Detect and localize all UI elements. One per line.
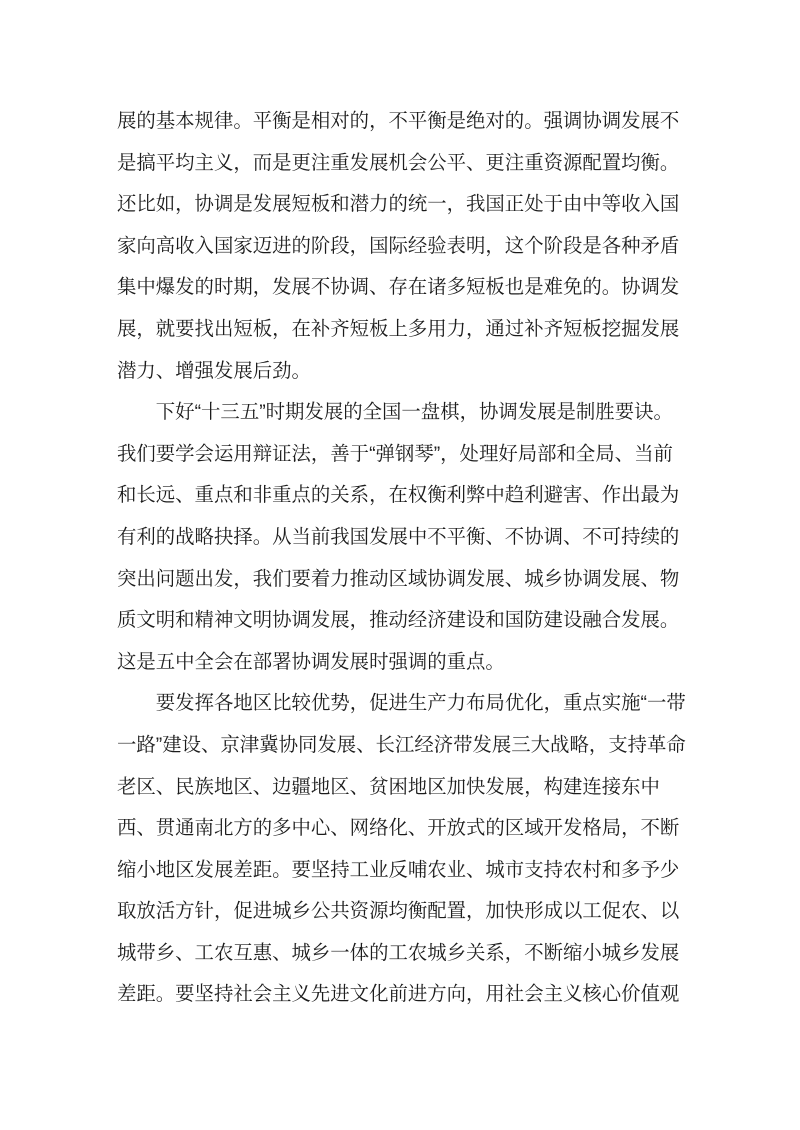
text-line: 质文明和精神文明协调发展，推动经济建设和国防建设融合发展。 [117,609,680,632]
text-line: 取放活方针，促进城乡公共资源均衡配置，加快形成以工促农、以 [117,900,680,923]
text-line: 差距。要坚持社会主义先进文化前进方向，用社会主义核心价值观 [117,983,680,1006]
text-line: 还比如，协调是发展短板和潜力的统一，我国正处于由中等收入国 [117,193,680,216]
text-line: 展的基本规律。平衡是相对的，不平衡是绝对的。强调协调发展不 [117,110,680,132]
text-line: 这是五中全会在部署协调发展时强调的重点。 [117,650,505,673]
text-line: 是搞平均主义，而是更注重发展机会公平、更注重资源配置均衡。 [117,151,680,174]
text-line: 一路”建设、京津冀协同发展、长江经济带发展三大战略，支持革命 [117,733,686,756]
document-text-block [117,101,686,1016]
text-line: 潜力、增强发展后劲。 [117,359,311,382]
text-line: 老区、民族地区、边疆地区、贫困地区加快发展，构建连接东中 [117,775,660,798]
text-line: 和长远、重点和非重点的关系，在权衡利弊中趋利避害、作出最为 [117,484,680,507]
text-line: 西、贯通南北方的多中心、网络化、开放式的区域开发格局，不断 [117,817,680,840]
text-line: 下好“十三五”时期发展的全国一盘棋，协调发展是制胜要诀。 [155,401,673,424]
text-line: 突出问题出发，我们要着力推动区域协调发展、城乡协调发展、物 [117,567,680,590]
text-line: 展，就要找出短板，在补齐短板上多用力，通过补齐短板挖掘发展 [117,317,680,340]
text-line: 城带乡、工农互惠、城乡一体的工农城乡关系，不断缩小城乡发展 [117,941,680,964]
text-line: 集中爆发的时期，发展不协调、存在诸多短板也是难免的。协调发 [117,276,680,299]
text-line: 我们要学会运用辩证法，善于“弹钢琴”，处理好局部和全局、当前 [117,442,673,465]
text-line: 要发挥各地区比较优势，促进生产力布局优化，重点实施“一带 [155,692,686,715]
text-line: 家向高收入国家迈进的阶段，国际经验表明，这个阶段是各种矛盾 [117,234,680,257]
text-line: 有利的战略抉择。从当前我国发展中不平衡、不协调、不可持续的 [117,525,680,548]
text-line: 缩小地区发展差距。要坚持工业反哺农业、城市支持农村和多予少 [117,858,680,881]
